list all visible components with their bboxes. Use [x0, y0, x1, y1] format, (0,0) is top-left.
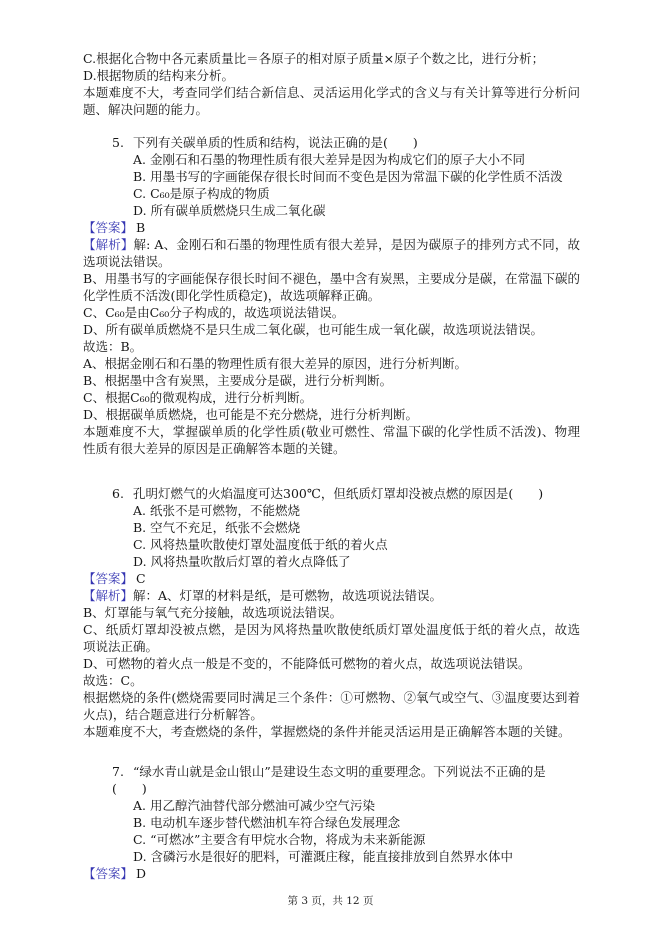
- question-head: [83, 134, 580, 151]
- analysis-paragraph: A、根据金刚石和石墨的物理性质有很大差异的原因，进行分析判断。: [83, 356, 468, 371]
- question-7: [83, 763, 580, 882]
- answer-line: [83, 570, 580, 587]
- answer-value: D: [136, 866, 147, 881]
- option-b: B. 电动机车逐步替代燃油机车符合绿色发展理念: [133, 815, 401, 830]
- analysis-paragraph: 根据燃烧的条件(燃烧需要同时满足三个条件：①可燃物、②氧气或空气、③温度要达到着火点)，结合题意进行分析解答。: [83, 690, 580, 722]
- question-number: 5.: [112, 135, 124, 150]
- analysis-text: 解：A、灯罩的材料是纸，是可燃物，故选项说法错误。: [133, 588, 443, 603]
- option-d: D. 含磷污水是很好的肥料，可灌溉庄稼，能直接排放到自然界水体中: [133, 849, 514, 864]
- answer-label: 【答案】: [83, 571, 134, 586]
- page-content: [83, 50, 580, 882]
- option-a: A. 用乙醇汽油替代部分燃油可减少空气污染: [133, 798, 375, 813]
- option-c: C. “可燃冰”主要含有甲烷水合物，将成为未来新能源: [133, 832, 426, 847]
- question-number: 6.: [112, 486, 124, 501]
- option-c: C. 风将热量吹散使灯罩处温度低于纸的着火点: [133, 537, 388, 552]
- analysis-paragraph: 本题难度不大，考查燃烧的条件，掌握燃烧的条件并能灵活运用是正确解答本题的关键。: [83, 724, 571, 739]
- option-b: B. 用墨书写的字画能保存很长时间而不变色是因为常温下碳的化学性质不活泼: [133, 169, 563, 184]
- analysis-paragraph: 故选：B。: [83, 339, 143, 354]
- analysis-paragraph: [83, 236, 580, 270]
- analysis-block: [83, 587, 580, 740]
- answer-value: B: [136, 220, 146, 235]
- option-a: A. 纸张不是可燃物，不能燃烧: [133, 503, 300, 518]
- answer-value: C: [136, 571, 146, 586]
- option-a: A. 金刚石和石墨的物理性质有很大差异是因为构成它们的原子大小不同: [133, 152, 525, 167]
- analysis-paragraph: D、根据碳单质燃烧，也可能是不充分燃烧，进行分析判断。: [83, 407, 419, 422]
- analysis-line: C.根据化合物中各元素质量比＝各原子的相对原子质量×原子个数之比，进行分析；: [83, 51, 545, 66]
- analysis-paragraph: C、根据C₆₀的微观构成，进行分析判断。: [83, 390, 313, 405]
- analysis-line: 本题难度不大，考查同学们结合新信息、灵活运用化学式的含义与有关计算等进行分析问题、解决问题的能力。: [83, 85, 580, 117]
- answer-label: 【答案】: [83, 220, 134, 235]
- analysis-paragraph: B、用墨书写的字画能保存很长时间不褪色，墨中含有炭黑，主要成分是碳，在常温下碳的化学性质不活泼(即化学性质稳定)，故选项解释正确。: [83, 271, 580, 303]
- option-b: B. 空气不充足，纸张不会燃烧: [133, 520, 301, 535]
- analysis-paragraph: D、可燃物的着火点一般是不变的，不能降低可燃物的着火点，故选项说法错误。: [83, 656, 531, 671]
- option-d: D. 所有碳单质燃烧只生成二氧化碳: [133, 203, 326, 218]
- question-5: [83, 134, 580, 457]
- option-c: C. C₆₀是原子构成的物质: [133, 186, 270, 201]
- question-stem: “绿水青山就是金山银山”是建设生态文明的重要理念。下列说法不正确的是( ): [112, 764, 546, 796]
- analysis-paragraph: 本题难度不大，掌握碳单质的化学性质(敬业可燃性、常温下碳的化学性质不活泼)、物理性质有很大差异的原因是正确解答本题的关键。: [83, 424, 580, 456]
- answer-line: [83, 219, 580, 236]
- page-number-text: 第 3 页，共 12 页: [287, 895, 374, 907]
- question-stem: 孔明灯燃气的火焰温度可达300℃，但纸质灯罩却没被点燃的原因是( ): [133, 486, 544, 501]
- analysis-paragraph: [83, 587, 580, 604]
- analysis-paragraph: B、根据墨中含有炭黑，主要成分是碳，进行分析判断。: [83, 373, 393, 388]
- question-6: [83, 485, 580, 740]
- question-stem: 下列有关碳单质的性质和结构，说法正确的是( ): [133, 135, 418, 150]
- analysis-paragraph: D、所有碳单质燃烧不是只生成二氧化碳，也可能生成一氧化碳，故选项说法错误。: [83, 322, 544, 337]
- page-footer: [0, 893, 661, 908]
- analysis-paragraph: B、灯罩能与氧气充分接触，故选项说法错误。: [83, 605, 343, 620]
- analysis-paragraph: C、C₆₀是由C₆₀分子构成的，故选项说法错误。: [83, 305, 345, 320]
- question-number: 7.: [112, 764, 124, 779]
- analysis-paragraph: C、纸质灯罩却没被点燃，是因为风将热量吹散使纸质灯罩处温度低于纸的着火点，故选项说法正确。: [83, 622, 580, 654]
- analysis-line: D.根据物质的结构来分析。: [83, 68, 235, 83]
- option-d: D. 风将热量吹散后灯罩的着火点降低了: [133, 554, 351, 569]
- analysis-label: 【解析】: [83, 588, 134, 603]
- analysis-block: [83, 236, 580, 457]
- prev-analysis-block: [83, 50, 580, 118]
- answer-line: [83, 865, 580, 882]
- analysis-text: 解: A、金刚石和石墨的物理性质有很大差异，是因为碳原子的排列方式不同，故选项说法错误。: [83, 237, 580, 269]
- question-head: [83, 485, 580, 502]
- answer-label: 【答案】: [83, 866, 134, 881]
- analysis-paragraph: 故选：C。: [83, 673, 143, 688]
- question-head: [83, 763, 580, 797]
- analysis-label: 【解析】: [83, 237, 134, 252]
